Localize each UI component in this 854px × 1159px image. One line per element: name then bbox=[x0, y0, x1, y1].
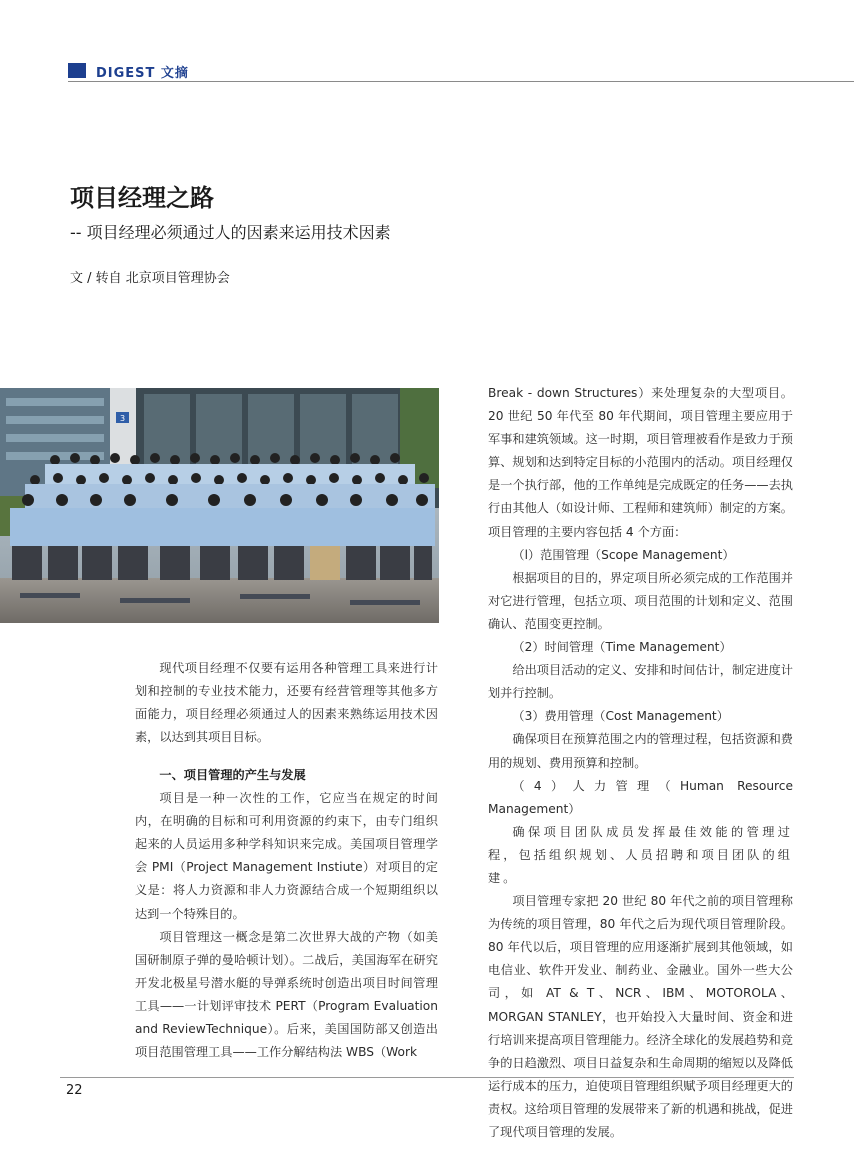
list-item-title: （2）时间管理（Time Management） bbox=[512, 640, 732, 655]
intro-text: 现代项目经理不仅要有运用各种管理工具来进行计划和控制的专业技术能力，还要有经营管理等其他多方面能力，项目经理必须通过人的因素来熟练运用技术因素，以达到其项目目标。 bbox=[135, 661, 438, 745]
left-column bbox=[135, 764, 438, 1064]
building-sign-number: 3 bbox=[119, 414, 126, 423]
list-item-text: 确保项目在预算范围之内的管理过程，包括资源和费用的规划、费用预算和控制。 bbox=[488, 732, 793, 770]
right-column bbox=[488, 382, 793, 1144]
article-byline: 文 / 转自 北京项目管理协会 bbox=[70, 271, 230, 286]
list-item-title: （3）费用管理（Cost Management） bbox=[512, 709, 729, 724]
article-subtitle: -- 项目经理必须通过人的因素来运用技术因素 bbox=[70, 223, 391, 242]
group-photo bbox=[0, 388, 439, 623]
intro-paragraph bbox=[135, 657, 438, 749]
section-marker bbox=[68, 63, 86, 78]
paragraph: 项目管理这一概念是第二次世界大战的产物（如美国研制原子弹的曼哈顿计划）。二战后，美国海军在研究开发北极星号潜水艇的导弹系统时创造出项目时间管理工具——一计划评审技术 PERT（Program Evaluation and ReviewTechnique）。后来，美国国防部又创造出项目范围管理工具——工作分解结构法 WBS（Work bbox=[135, 929, 438, 1060]
list-item-title: （l）范围管理（Scope Management） bbox=[512, 547, 735, 562]
section-label: DIGEST 文摘 bbox=[96, 66, 189, 81]
footer-rule bbox=[60, 1077, 794, 1078]
page-number: 22 bbox=[66, 1083, 83, 1098]
list-item-title: （4）人力管理（Human Resource Management） bbox=[488, 778, 793, 816]
list-item-text: 确保项目团队成员发挥最佳效能的管理过程，包括组织规划、人员招聘和项目团队的组建。 bbox=[488, 824, 793, 885]
header-rule bbox=[68, 81, 854, 82]
paragraph: 项目管理专家把 20 世纪 80 年代之前的项目管理称为传统的项目管理，80 年代之后为现代项目管理阶段。80 年代以后，项目管理的应用逐渐扩展到其他领域，如电信业、软件开发业、制药业、金融业。国外一些大公司，如 AT & T、NCR、IBM、MOTOROLA、 MORGAN STANLEY，也开始投入大量时间、资金和进行培训来提高项目管理能力。经济全球化的发展趋势和竞争的日趋激烈、项目日益复杂和生命周期的缩短以及降低运行成本的压力，迫使项目管理组织赋予项目经理更大的责权。这给项目管理的发展带来了新的机遇和挑战，促进了现代项目管理的发展。 bbox=[488, 894, 793, 1139]
list-item-text: 给出项目活动的定义、安排和时间估计，制定进度计划并行控制。 bbox=[488, 663, 793, 701]
list-item-text: 根据项目的目的，界定项目所必须完成的工作范围并对它进行管理，包括立项、项目范围的计划和定义、范围确认、范围变更控制。 bbox=[488, 570, 793, 631]
section-heading: 一、项目管理的产生与发展 bbox=[159, 768, 306, 782]
paragraph: Break - down Structures）来处理复杂的大型项目。20 世纪 50 年代至 80 年代期间，项目管理主要应用于军事和建筑领域。这一时期，项目管理被看作是致力于预算、规划和达到特定目标的小范围内的活动。项目经理仅是一个执行部，他的工作单纯是完成既定的任务——去执行由其他人（如设计师、工程师和建筑师）制定的方案。项目管理的主要内容包括 4 个方面： bbox=[488, 386, 793, 539]
article-title: 项目经理之路 bbox=[70, 184, 214, 212]
paragraph: 项目是一种一次性的工作，它应当在规定的时间内，在明确的目标和可利用资源的约束下，由专门组织起来的人员运用多种学科知识来完成。美国项目管理学会 PMI（Project Management Instiute）对项目的定义是：将人力资源和非人力资源结合成一个短期组织以达到一个特殊目的。 bbox=[135, 791, 438, 921]
